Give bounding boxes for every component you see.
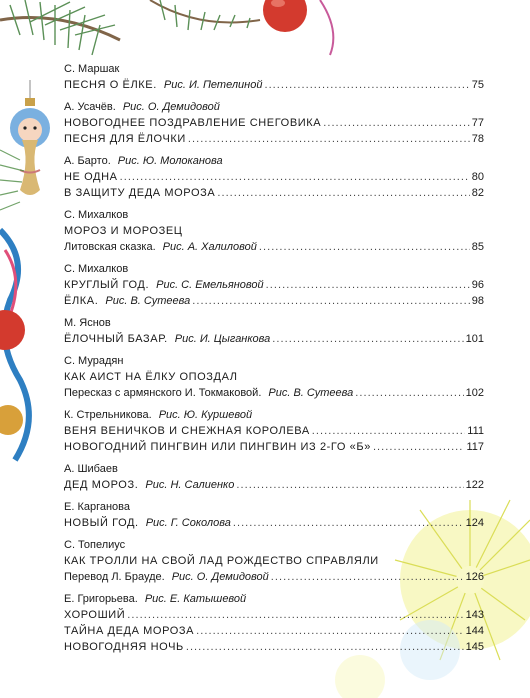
page-number: 82 bbox=[471, 187, 484, 199]
entry-title: ПЕСНЯ О ЁЛКЕ. bbox=[64, 79, 157, 91]
illustrator-credit: Рис. Н. Салиенко bbox=[145, 479, 235, 491]
dot-leader bbox=[373, 439, 465, 455]
author-line bbox=[64, 153, 484, 169]
toc-entry[interactable] bbox=[64, 277, 484, 293]
dot-leader bbox=[217, 185, 469, 201]
illustrator-credit: Рис. Ю. Куршевой bbox=[158, 409, 253, 421]
entry-title: НЕ ОДНА bbox=[64, 171, 118, 183]
entry-title: ТАЙНА ДЕДА МОРОЗА bbox=[64, 625, 195, 637]
author-line bbox=[64, 261, 484, 277]
page-number: 117 bbox=[466, 441, 484, 453]
author-line bbox=[64, 407, 484, 423]
dot-leader bbox=[259, 239, 470, 255]
dot-leader bbox=[233, 515, 464, 531]
page-number: 75 bbox=[471, 79, 484, 91]
entry-title: ВЕНЯ ВЕНИЧКОВ И СНЕЖНАЯ КОРОЛЕВА bbox=[64, 425, 310, 437]
author-name: Е. Григорьева. bbox=[64, 593, 138, 605]
toc-group bbox=[64, 407, 484, 455]
toc-entry[interactable] bbox=[64, 115, 484, 131]
pine-branch-top bbox=[0, 0, 260, 55]
illustrator-credit: Рис. И. Цыганкова bbox=[174, 333, 271, 345]
toc-entry[interactable] bbox=[64, 477, 484, 493]
author-name: С. Мурадян bbox=[64, 355, 124, 367]
dot-leader bbox=[127, 607, 463, 623]
illustrator-credit: Рис. В. Сутеева bbox=[105, 295, 191, 307]
red-ornament-icon bbox=[263, 0, 307, 32]
toc-group bbox=[64, 315, 484, 347]
entry-title: КАК АИСТ НА ЁЛКУ ОПОЗДАЛ bbox=[64, 371, 238, 383]
dot-leader bbox=[188, 131, 470, 147]
toc-entry[interactable] bbox=[64, 331, 484, 347]
toc-entry[interactable] bbox=[64, 639, 484, 655]
page-number: 85 bbox=[471, 241, 484, 253]
toc-entry[interactable] bbox=[64, 607, 484, 623]
dot-leader bbox=[120, 169, 470, 185]
author-name: С. Топелиус bbox=[64, 539, 126, 551]
page-number: 122 bbox=[465, 479, 484, 491]
author-name: С. Михалков bbox=[64, 263, 129, 275]
author-name: С. Михалков bbox=[64, 209, 129, 221]
toc-group bbox=[64, 353, 484, 401]
dot-leader bbox=[236, 477, 463, 493]
entry-title: ХОРОШИЙ bbox=[64, 609, 126, 621]
toc-entry[interactable] bbox=[64, 623, 484, 639]
author-line bbox=[64, 315, 484, 331]
toc-entry[interactable] bbox=[64, 569, 484, 585]
illustrator-credit: Рис. А. Халиловой bbox=[162, 241, 257, 253]
dot-leader bbox=[196, 623, 464, 639]
dot-leader bbox=[312, 423, 466, 439]
dot-leader bbox=[266, 277, 470, 293]
author-name: А. Шибаев bbox=[64, 463, 118, 475]
entry-title: НОВОГОДНЯЯ НОЧЬ bbox=[64, 641, 184, 653]
dot-leader bbox=[271, 569, 464, 585]
illustrator-credit: Рис. В. Сутеева bbox=[268, 387, 354, 399]
page-number: 96 bbox=[471, 279, 484, 291]
page-number: 77 bbox=[471, 117, 484, 129]
page-number: 78 bbox=[471, 133, 484, 145]
author-name: М. Яснов bbox=[64, 317, 111, 329]
dot-leader bbox=[323, 115, 470, 131]
toc-entry[interactable] bbox=[64, 293, 484, 309]
toc-entry[interactable] bbox=[64, 185, 484, 201]
author-name: А. Усачёв. bbox=[64, 101, 116, 113]
toc-group bbox=[64, 261, 484, 309]
toc-group bbox=[64, 99, 484, 147]
page-number: 143 bbox=[465, 609, 484, 621]
toc-entry[interactable] bbox=[64, 553, 484, 569]
page-number: 111 bbox=[467, 425, 484, 437]
toc-entry[interactable] bbox=[64, 77, 484, 93]
author-line bbox=[64, 353, 484, 369]
author-line bbox=[64, 207, 484, 223]
page-number: 101 bbox=[465, 333, 484, 345]
toc-entry[interactable] bbox=[64, 223, 484, 239]
illustrator-credit: Рис. О. Демидовой bbox=[122, 101, 220, 113]
author-line bbox=[64, 499, 484, 515]
author-name: Е. Карганова bbox=[64, 501, 131, 513]
entry-title: Перевод Л. Брауде. bbox=[64, 571, 165, 583]
page-number: 124 bbox=[465, 517, 484, 529]
author-name: А. Барто. bbox=[64, 155, 111, 167]
entry-title: КРУГЛЫЙ ГОД. bbox=[64, 279, 150, 291]
entry-title: НОВОГОДНИЙ ПИНГВИН ИЛИ ПИНГВИН ИЗ 2-ГО «Б» bbox=[64, 441, 371, 453]
illustrator-credit: Рис. Е. Катышевой bbox=[144, 593, 247, 605]
dot-leader bbox=[355, 385, 463, 401]
page-number: 126 bbox=[465, 571, 484, 583]
page-number: 80 bbox=[471, 171, 484, 183]
illustrator-credit: Рис. О. Демидовой bbox=[171, 571, 269, 583]
toc-group bbox=[64, 499, 484, 531]
toc-entry[interactable] bbox=[64, 423, 484, 439]
toc-entry[interactable] bbox=[64, 131, 484, 147]
dot-leader bbox=[272, 331, 463, 347]
page-number: 144 bbox=[465, 625, 484, 637]
toc-group bbox=[64, 207, 484, 255]
toc-group bbox=[64, 461, 484, 493]
entry-title: МОРОЗ И МОРОЗЕЦ bbox=[64, 225, 183, 237]
toc-entry[interactable] bbox=[64, 369, 484, 385]
entry-title: ДЕД МОРОЗ. bbox=[64, 479, 139, 491]
table-of-contents bbox=[64, 61, 484, 661]
author-line bbox=[64, 99, 484, 115]
toc-entry[interactable] bbox=[64, 239, 484, 255]
author-name: К. Стрельникова. bbox=[64, 409, 152, 421]
author-line bbox=[64, 61, 484, 77]
author-name: С. Маршак bbox=[64, 63, 120, 75]
author-line bbox=[64, 537, 484, 553]
illustrator-credit: Рис. С. Емельяновой bbox=[156, 279, 264, 291]
illustrator-credit: Рис. Ю. Молоканова bbox=[117, 155, 223, 167]
dot-leader bbox=[264, 77, 469, 93]
toc-entry[interactable] bbox=[64, 515, 484, 531]
page-number: 145 bbox=[465, 641, 484, 653]
toc-entry[interactable] bbox=[64, 439, 484, 455]
toc-group bbox=[64, 61, 484, 93]
illustrator-credit: Рис. И. Петелиной bbox=[163, 79, 263, 91]
page-number: 98 bbox=[471, 295, 484, 307]
entry-title: Литовская сказка. bbox=[64, 241, 156, 253]
entry-title: Пересказ с армянского И. Токмаковой. bbox=[64, 387, 262, 399]
toc-group bbox=[64, 537, 484, 585]
illustrator-credit: Рис. Г. Соколова bbox=[145, 517, 231, 529]
toc-group bbox=[64, 591, 484, 655]
toc-entry[interactable] bbox=[64, 169, 484, 185]
entry-title: ЁЛОЧНЫЙ БАЗАР. bbox=[64, 333, 168, 345]
page-number: 102 bbox=[465, 387, 484, 399]
entry-title: ПЕСНЯ ДЛЯ ЁЛОЧКИ bbox=[64, 133, 186, 145]
dot-leader bbox=[192, 293, 470, 309]
toc-group bbox=[64, 153, 484, 201]
entry-title: ЁЛКА. bbox=[64, 295, 99, 307]
entry-title: В ЗАЩИТУ ДЕДА МОРОЗА bbox=[64, 187, 216, 199]
toc-entry[interactable] bbox=[64, 385, 484, 401]
doll-ornament-icon bbox=[10, 80, 50, 195]
author-line bbox=[64, 461, 484, 477]
ribbon-decoration bbox=[0, 230, 29, 460]
entry-title: НОВЫЙ ГОД. bbox=[64, 517, 139, 529]
entry-title: НОВОГОДНЕЕ ПОЗДРАВЛЕНИЕ СНЕГОВИКА bbox=[64, 117, 322, 129]
dot-leader bbox=[186, 639, 464, 655]
author-line bbox=[64, 591, 484, 607]
entry-title: КАК ТРОЛЛИ НА СВОЙ ЛАД РОЖДЕСТВО СПРАВЛЯЛИ bbox=[64, 555, 379, 567]
